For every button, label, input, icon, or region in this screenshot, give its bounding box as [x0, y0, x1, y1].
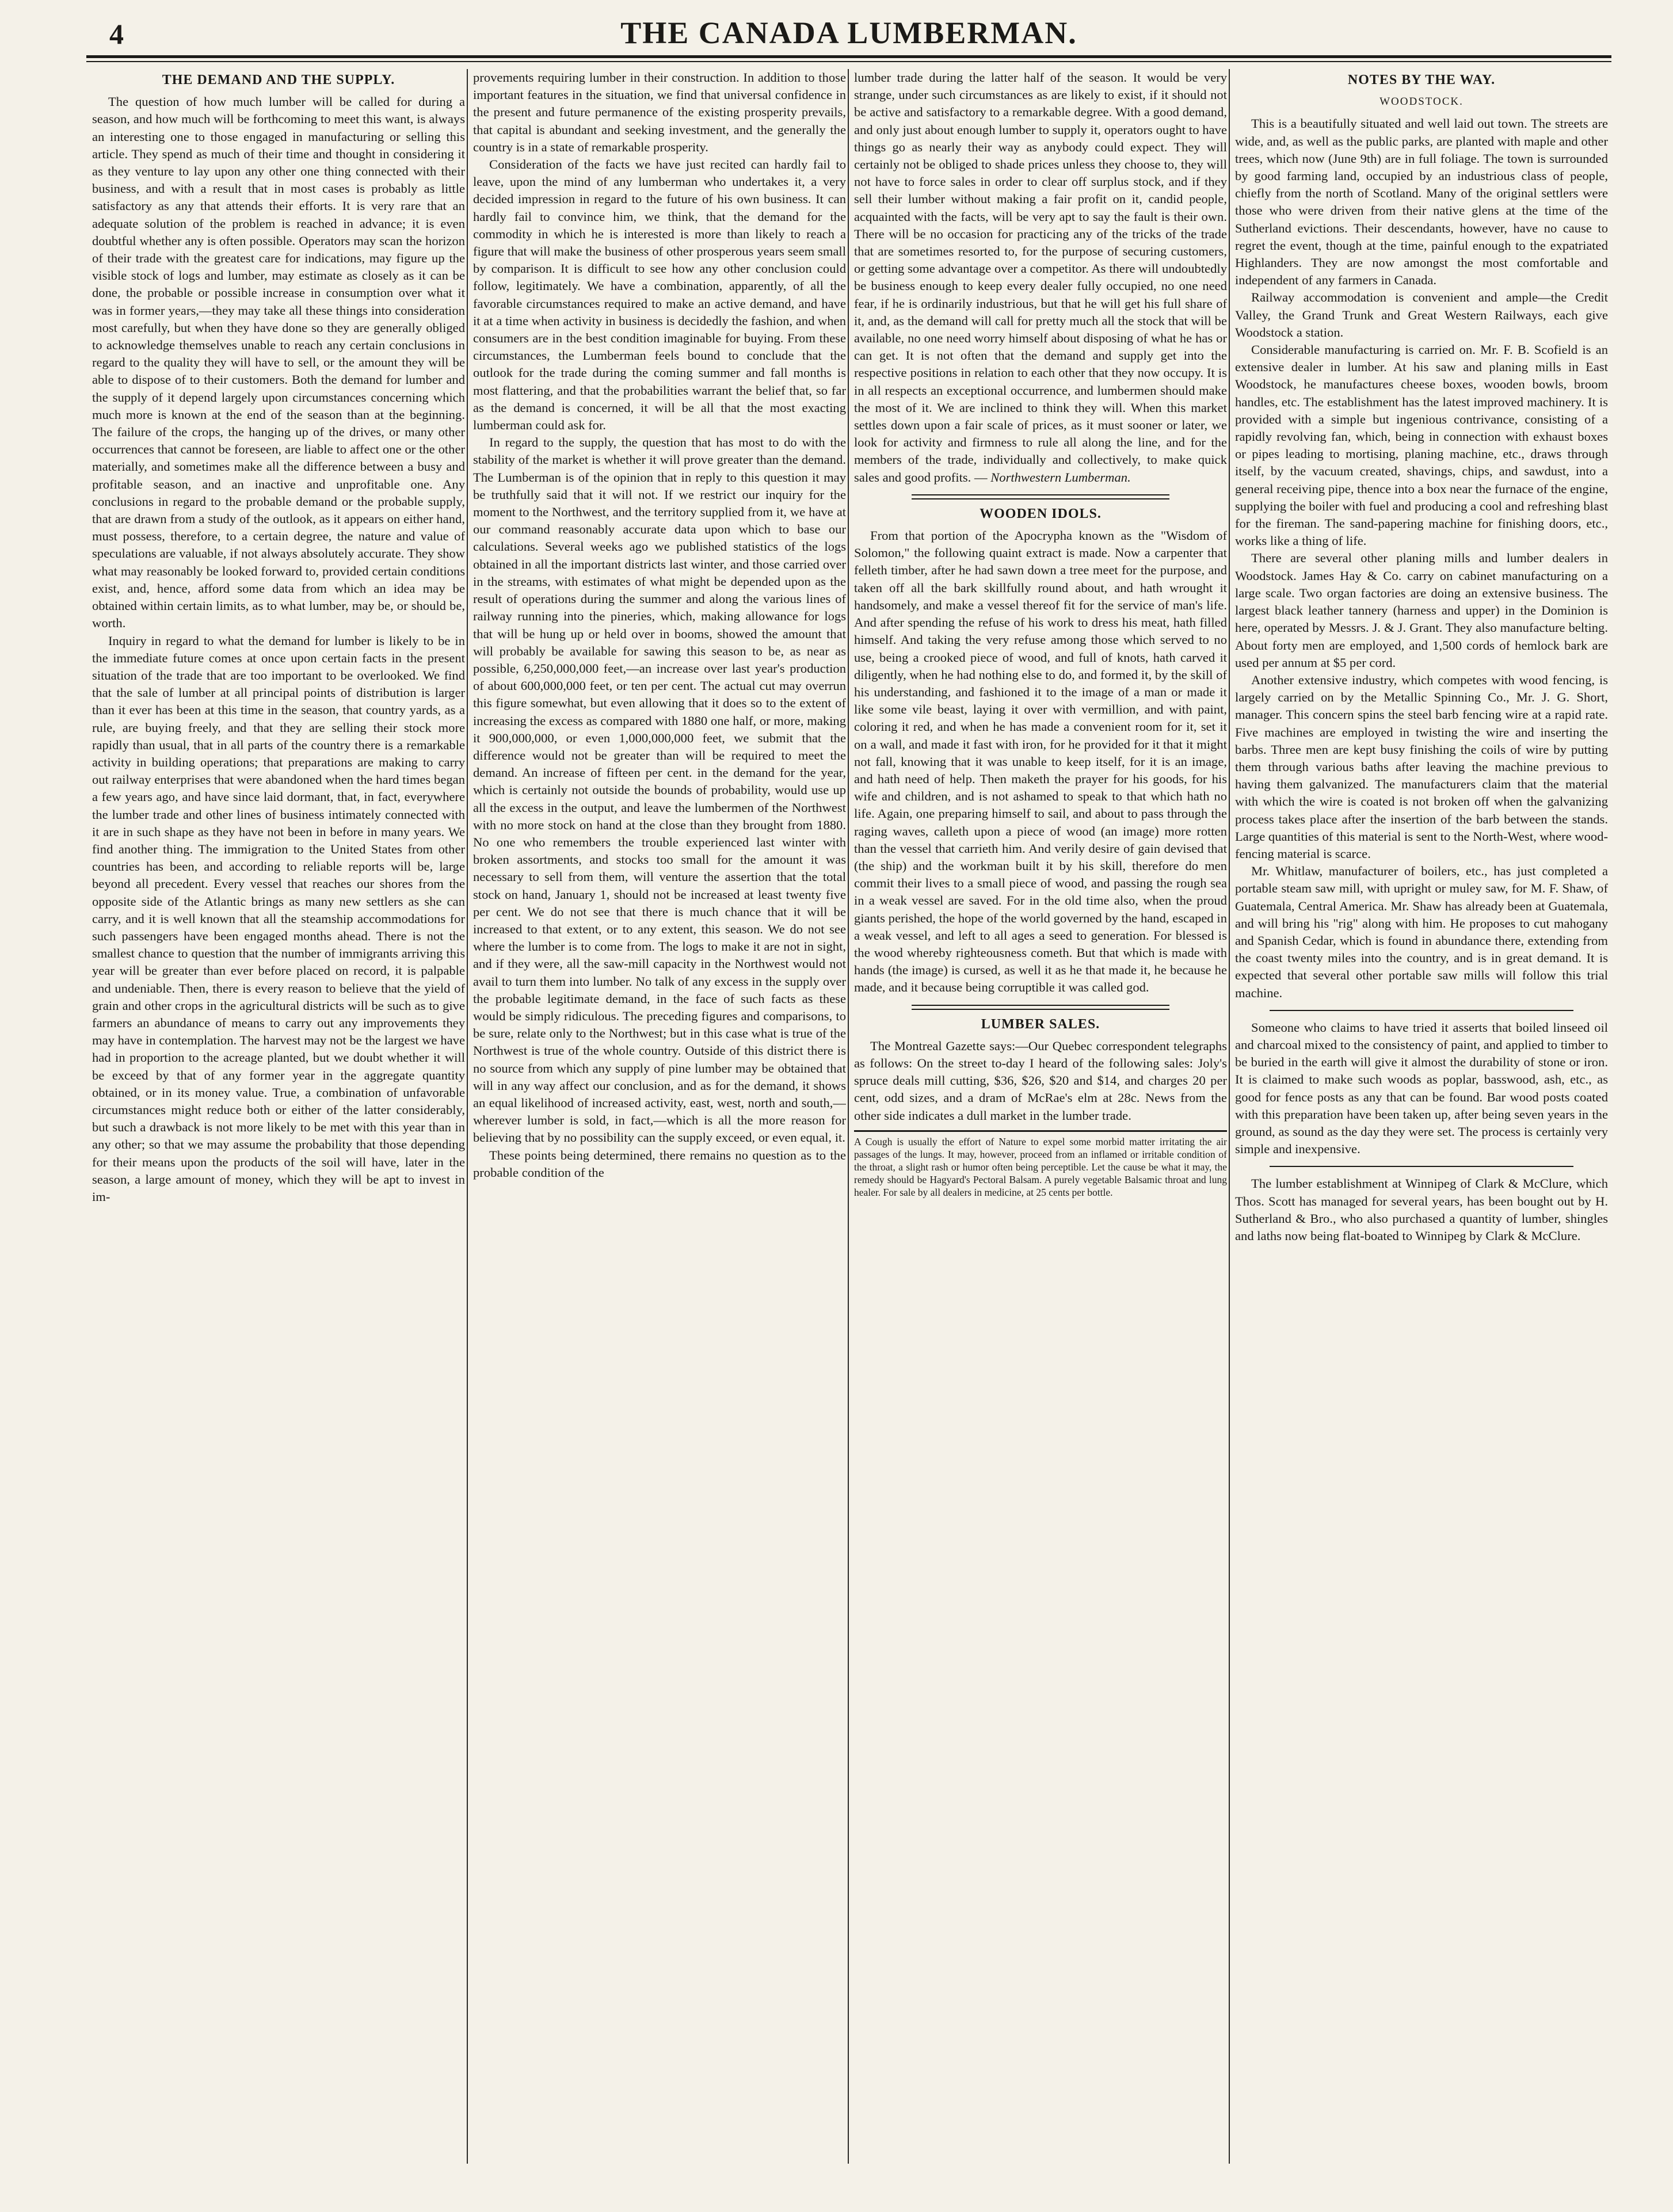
masthead: THE CANADA LUMBERMAN. [620, 16, 1077, 50]
column-divider [848, 69, 849, 2164]
article-paragraph: There are several other planing mills and lumber dealers in Woodstock. James Hay & Co. carry on cabinet manufacturing on a large scale. Two organ factories are doing an extensive business. The largest black leather tannery (harness and upper) in the Dominion is here, operated by Messrs. J. & J. Grant. They also manufacture belting. About forty men are employed, and 1,500 cords of hemlock bark are used per annum at $5 per cord. [1235, 551, 1608, 670]
page-number: 4 [109, 18, 124, 50]
article-title-lumber-sales: LUMBER SALES. [981, 1016, 1100, 1032]
column-2 [473, 69, 846, 2152]
article-paragraph: These points being determined, there remains no question as to the probable condition of the [473, 1147, 846, 1180]
header-rule [86, 55, 1611, 58]
column-1 [92, 69, 465, 2152]
article-paragraph: Someone who claims to have tried it asserts that boiled linseed oil and charcoal mixed to the consistency of paint, and applied to timber to be buried in the earth will give it almost the durability of stone or iron. It is claimed to make such woods as poplar, basswood, ash, etc., as good for fence posts as any that can be found. Bar wood posts coated with this preparation have been taken up, after being seven years in the ground, as sound as the day they were set. The process is certainly very simple and inexpensive. [1235, 1020, 1608, 1157]
article-subtitle-woodstock: WOODSTOCK. [1379, 96, 1464, 108]
column-3 [854, 69, 1227, 2152]
article-paragraph: The lumber establishment at Winnipeg of Clark & McClure, which Thos. Scott has managed for several years, has been bought out by H. Sutherland & Bro., who also purchased a quantity of lumber, shingles and laths now being flat-boated to Winnipeg by Clark & McClure. [1235, 1176, 1608, 1243]
article-title-wooden-idols: WOODEN IDOLS. [980, 506, 1102, 521]
page-header [86, 15, 1611, 53]
header-rule-thin [86, 61, 1611, 62]
section-divider [1270, 1166, 1573, 1167]
column-4 [1235, 69, 1608, 2152]
article-paragraph: Inquiry in regard to what the demand for lumber is likely to be in the immediate future comes at once upon certain facts in the present situation of the trade that are too important to be overlooked. We find that the sale of lumber at all principal points of distribution is larger than it ever has been at this time in the season, that country yards, as a rule, are buying freely, and that they are selling their stock more rapidly than usual, that in all parts of the country there is a remarkable activity in building operations; that preparations are making to carry out railway enterprises that were abandoned when the hard times began a few years ago, and have since laid dormant, that, in fact, everywhere the lumber trade and other lines of business intimately connected with it are in such shape as they have not been in before in many years. We find another thing. The immigration to the United States from other countries has been, and according to reliable reports will be, large beyond all precedent. Every vessel that reaches our shores from the opposite side of the Atlantic brings as many new settlers as she can carry, and it is well known that all the steamship accommodations for such passengers have been engaged months ahead. There is not the smallest chance to question that the number of immigrants arriving this year will be greater than ever before placed on record, it is palpable and undeniable. Then, there is every reason to believe that the yield of grain and other crops in the agricultural districts will be such as to give farmers an abundance of means to carry out any improvements they may have in contemplation. The harvest may not be the largest we have had in proportion to the acreage planted, but we doubt whether it will be exceed by that of any former year in the aggregate quantity obtained, or in its money value. True, a combination of unfavorable circumstances might reduce both or either of the latter considerably, but such a drawback is not more likely to be met with this year than in any other; so that we may assume the probability that those depending for their means upon the products of the soil will have, later in the season, a large amount of money, which they will be apt to invest in im- [92, 633, 465, 1204]
article-paragraph: Railway accommodation is convenient and ample—the Credit Valley, the Grand Trunk and Great Western Railways, each give Woodstock a station. [1235, 290, 1608, 340]
article-title-demand-supply: THE DEMAND AND THE SUPPLY. [162, 73, 395, 87]
article-paragraph: Mr. Whitlaw, manufacturer of boilers, etc., has just completed a portable steam saw mill, with upright or muley saw, for M. F. Shaw, of Guatemala, Central America. Mr. Shaw has already been at Guatemala, and will bring his "rig" along with him. He proposes to cut mahogany and Spanish Cedar, which is found in abundance there, extending from the coast twenty miles into the country, and is in great demand. It is expected that several other portable saw mills will follow this trial machine. [1235, 864, 1608, 1000]
article-paragraph: From that portion of the Apocrypha known as the "Wisdom of Solomon," the following quaint extract is made. Now a carpenter that felleth timber, after he had sawn down a tree meet for the purpose, and taken off all the bark skillfully round about, and hath wrought it handsomely, and make a vessel thereof fit for the service of man's life. And after spending the refuse of his work to dress his meat, hath filled himself. And taking the very refuse among those which served to no use, being a crooked piece of wood, and full of knots, hath carved it diligently, when he had nothing else to do, and formed it, by the skill of his understanding, and fashioned it to the image of a man or made it like some vile beast, laying it over with vermillion, and with paint, coloring it red, and when he has made a convenient room for it, set it on a wall, and made it fast with iron, for he provided for it that it might not fall, knowing that it was unable to keep itself, for it is an image, and hath need of help. Then maketh the prayer for his goods, for his wife and children, and is not ashamed to speak to that which hath no life. Again, one preparing himself to sail, and about to pass through the raging waves, calleth upon a piece of wood (an image) more rotten than the vessel that carrieth him. And verily desire of gain devised that (the ship) and the workman built it by his skill, therefore do men commit their lives to a small piece of wood, and passing the rough sea in a weak vessel are saved. For in the old time also, when the proud giants perished, the hope of the world governed by the hand, escaped in a weak vessel, and left to all ages a seed to generation. For blessed is the wood whereby righteousness cometh. But that which is made with hands (the image) is cursed, as well it as he that made it, he because he made, and it because being corruptible it was called god. [854, 528, 1227, 995]
article-source: Northwestern Lumberman. [990, 470, 1131, 485]
article-paragraph: In regard to the supply, the question that has most to do with the stability of the market is whether it will prove greater than the demand. The Lumberman is of the opinion that in reply to this question it may be truthfully said that it will not. If we restrict our inquiry for the moment to the Northwest, and the territory supplied from it, we have at our command reasonably accurate data upon which to base our calculations. Several weeks ago we published statistics of the logs obtained in all the important districts last winter, and those carried over in the streams, with estimates of what might be depended upon as the result of operations during the summer and along the various lines of railway running into the pineries, which, making allowance for logs that will be hung up or held over in booms, showed the amount that will probably be available for sawing this season to be, as near as possible, 6,250,000,000 feet,—an increase over last year's production of about 600,000,000 feet, or ten per cent. The actual cut may overrun this figure somewhat, but even allowing that it does so to the extent of increasing the excess as compared with 1880 one half, or more, making it 900,000,000, or even 1,000,000,000 feet, we submit that the difference would not be greater than will be required to meet the demand. An increase of fifteen per cent. in the demand for the year, which is certainly not outside the bounds of probability, would use up all the excess in the output, and leave the lumbermen of the Northwest with no more stock on hand at the close than they brought from 1880. No one who remembers the trouble experienced last winter with broken assortments, and stocks too small for the amount it was necessary to sell from them, will venture the assertion that the total stock on hand, January 1, should not be increased at least twenty five per cent. We do not see that there is much chance that it will be increased to that extent, or to any extent, this season. We do not see where the lumber is to come from. The logs to make it are not in sight, and if they were, all the saw-mill capacity in the Northwest would not avail to turn them into lumber. No talk of any excess in the supply over the probable legitimate demand, in the face of such facts as these would be simply ridiculous. The preceding figures and comparisons, to be sure, relate only to the Northwest; but in this case what is true of the Northwest is true of the whole country. Outside of this district there is no source from which any supply of pine lumber may be obtained that will in any way affect our conclusion, and as for the demand, it shows an equal likelihood of increased activity, east, west, north and south,—wherever lumber is sold, in fact,—which is all the more reason for believing that by no possibility can the supply exceed, or even equal, it. [473, 435, 846, 1145]
article-paragraph: Consideration of the facts we have just recited can hardly fail to leave, upon the mind of any lumberman who undertakes it, a very decided impression in regard to the future of his own business. It can hardly fail to convince him, we think, that the demand for the commodity in which he is interested is more than likely to reach a figure that will make the business of other prosperous years seem small by comparison. It is difficult to see how any other conclusion could follow, legitimately. We have a combination, apparently, of all the favorable circumstances required to make an active demand, and have it at a time when activity in business is decidedly the fashion, and when consumers are in the best condition imaginable for buying. From these circumstances, the Lumberman feels bound to conclude that the outlook for the trade during the coming summer and fall months is most flattering, and that the probabilities warrant the belief that, so far as the demand is concerned, it will be all that the most exacting lumberman could ask for. [473, 157, 846, 433]
advertisement-cough-balsam: A Cough is usually the effort of Nature to expel some morbid matter irritating the air passages of the lungs. It may, however, proceed from an inflamed or irritable condition of the throat, a slight rash or humor often being perceptible. Let the cause be what it may, the remedy should be Hagyard's Pectoral Balsam. A purely vegetable Balsamic throat and lung healer. For sale by all dealers in medicine, at 25 cents per bottle. [854, 1130, 1227, 1199]
article-paragraph: lumber trade during the latter half of the season. It would be very strange, under such circumstances as are likely to exist, if it should not be active and satisfactory to a remarkable degree. With a good demand, and only just about enough lumber to supply it, operators ought to have things go as nearly their way as anybody could expect. They will certainly not be obliged to shade prices unless they choose to, they will not have to force sales in order to clear off surplus stock, and if they sell their lumber without making a fair profit on it, candid people, acquainted with the facts, will be very apt to say the fault is their own. There will be no occasion for practicing any of the tricks of the trade that are sometimes resorted to, for the purpose of securing customers, or getting some advantage over a competitor. As there will undoubtedly be business enough to keep every dealer fully occupied, no one need fear, if he is ordinarily industrious, but that he will get his full share of it, and, as the demand will call for pretty much all the stock that will be available, no one need worry himself about disposing of what he has or can get. It is not often that the demand and supply get into the respective positions in relation to each other that they now occupy. It is in all respects an exceptional occurrence, and lumbermen should make the most of it. We are inclined to think they will. When this market settles down upon a fair scale of prices, as it must sooner or later, we look for activity and firmness to rule all along the line, and for the members of the trade, individually and collectively, to make quick sales and good profits. — Northwestern Lumberman. [854, 70, 1227, 485]
section-divider [912, 1005, 1169, 1010]
section-divider [912, 494, 1169, 499]
article-paragraph: This is a beautifully situated and well laid out town. The streets are wide, and, as well as the public parks, are planted with maple and other trees, which now (June 9th) are in full foliage. The town is surrounded by good farming land, occupied by an industrious class of people, chiefly from the north of Scotland. Many of the original settlers were those who were driven from their native glens at the time of the Sutherland evictions. Their descendants, however, have no cause to regret the event, though at the time, painful enough to the expatriated Highlanders. They are now amongst the most comfortable and independent of any farmers in Canada. [1235, 116, 1608, 288]
column-divider [467, 69, 468, 2164]
article-title-notes-by-the-way: NOTES BY THE WAY. [1347, 73, 1496, 87]
article-paragraph: The Montreal Gazette says:—Our Quebec correspondent telegraphs as follows: On the street to-day I heard of the following sales: Joly's spruce deals mill cutting, $36, $26, $20 and $14, and charges 20 per cent, odd sizes, and a dram of McRae's elm at 28c. News from the other side indicates a dull market in the lumber trade. [854, 1038, 1227, 1123]
section-divider [1270, 1010, 1573, 1011]
article-paragraph: The question of how much lumber will be called for during a season, and how much will be forthcoming to meet this want, is always an interesting one to those engaged in manufacturing or selling this article. They spend as much of their time and thought in considering it as they venture to lay upon any other one thing connected with their business, and with a result that in most cases is probably as little satisfactory as any that attends their efforts. It is very rare that an adequate solution of the problem is reached in advance; it is even doubtful whether any is often possible. Operators may scan the horizon of their trade with the greatest care for indications, may figure up the visible stock of logs and lumber, may estimate as closely as it can be done, the probable or possible increase in consumption over what it was in former years,—they may take all these things into consideration most carefully, but when they have done so they are generally obliged to acknowledge themselves unable to reach any certain conclusions in regard to the quality they will have to sell, or the amount they will be able to dispose of to their customers. Both the demand for lumber and the supply of it depend largely upon circumstances concerning which much more is known at the end of the season than at the beginning. The failure of the crops, the hanging up of the drives, or many other occurrences that cannot be foreseen, are liable to affect one or the other materially, and sometimes make all the difference between a busy and profitable season, and an inactive and unprofitable one. Any conclusions in regard to the probable demand or the probable supply, that are drawn from a study of the outlook, as it appears on either hand, must possess, therefore, to a certain degree, the nature and value of speculations are valuable, if not always absolutely accurate. They show what may reasonably be looked forward to, provided certain conditions exist, and, hence, afford some data from which an idea may be obtained within certain limits, as to what lumber, may be, or should be, worth. [92, 94, 465, 631]
article-paragraph: Considerable manufacturing is carried on. Mr. F. B. Scofield is an extensive dealer in lumber. At his saw and planing mills in East Woodstock, he manufactures cheese boxes, wooden bowls, broom handles, etc. The establishment has the latest improved machinery. It is provided with a simple but ingenious contrivance, consisting of a rapidly revolving fan, which, being in connection with exhaust boxes or pipes leading to mortising, planing machine, etc., draws through itself, by the vacuum created, shavings, chips, and sawdust, into a general receiving pipe, thence into a box near the furnace of the engine, supplying the boiler with fuel and producing a cool and refreshing blast for the fireman. The sand-papering machine for finishing doors, etc., works like a thing of life. [1235, 342, 1608, 548]
article-paragraph: Another extensive industry, which competes with wood fencing, is largely carried on by the Metallic Spinning Co., Mr. J. G. Short, manager. This concern spins the steel barb fencing wire at a rapid rate. Five machines are employed in twisting the wire and inserting the barbs. Three men are kept busy finishing the coils of wire by putting them through various baths after leaving the machine previous to having them galvanized. The manufacturers claim that the material with which the wire is coated is not broken off when the galvanizing process takes place after the insertion of the barb between the stands. Large quantities of this material is sent to the North-West, where wood-fencing material is scarce. [1235, 672, 1608, 861]
article-paragraph: provements requiring lumber in their construction. In addition to those important features in the situation, we find that universal confidence in the present and future permanence of the existing prosperity prevails, that capital is abundant and seeking investment, and the generally the country is in a state of remarkable prosperity. [473, 70, 846, 154]
column-divider [1229, 69, 1230, 2164]
article-text: lumber trade during the latter half of the season. It would be very strange, under such circumstances as are likely to exist, if it should not be active and satisfactory to a remarkable degree. With a good demand, and only just about enough lumber to supply it, operators ought to have things go as nearly their way as anybody could expect. They will certainly not be obliged to shade prices unless they choose to, they will not have to force sales in order to clear off surplus stock, and if they sell their lumber without making a fair profit on it, candid people, acquainted with the facts, will be very apt to say the fault is their own. There will be no occasion for practicing any of the tricks of the trade that are sometimes resorted to, for the purpose of securing customers, or getting some advantage over a competitor. As there will undoubtedly be business enough to keep every dealer fully occupied, no one need fear, if he is ordinarily industrious, but that he will get his full share of it, and, as the demand will call for pretty much all the stock that will be available, no one need worry himself about disposing of what he has or can get. It is not often that the demand and supply get into the respective positions in relation to each other that they now occupy. It is in all respects an exceptional occurrence, and lumbermen should make the most of it. We are inclined to think they will. When this market settles down upon a fair scale of prices, as it must sooner or later, we look for activity and firmness to rule all along the line, and for the members of the trade, individually and collectively, to make quick sales and good profits. [854, 70, 1227, 485]
